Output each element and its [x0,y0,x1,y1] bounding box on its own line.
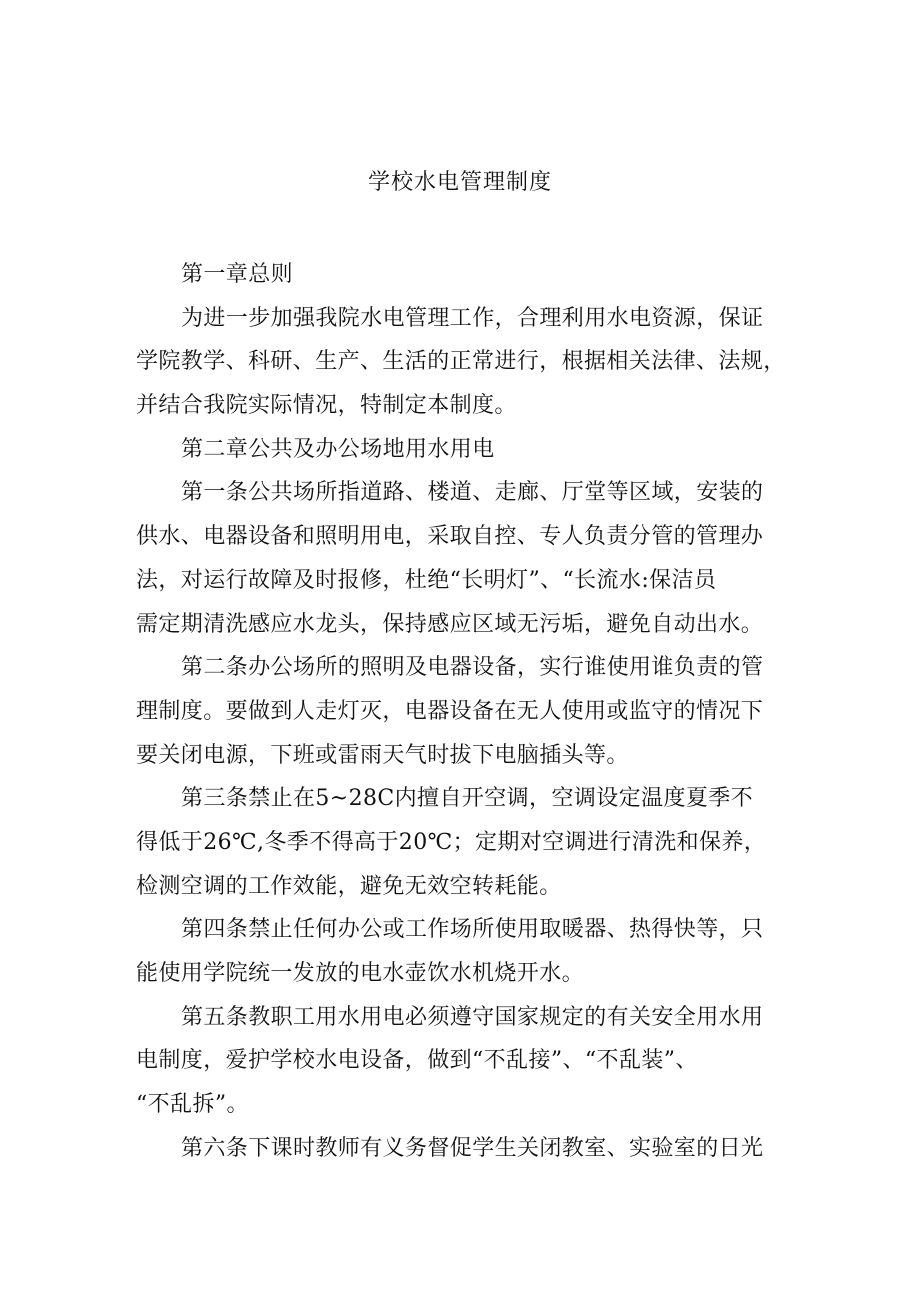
body-line: 第一条公共场所指道路、楼道、走廊、厅堂等区域，安装的 [181,480,764,506]
body-line: 第二章公共及办公场地用水用电 [181,436,495,462]
body-line: 为进一步加强我院水电管理工作，合理利用水电资源，保证 [181,305,764,331]
document-title: 学校水电管理制度 [367,170,552,195]
body-line: 供水、电器设备和照明用电，采取自控、专人负责分管的管理办 [136,524,764,550]
body-line: 理制度。要做到人走灯灭，电器设备在无人使用或监守的情况下 [136,698,764,724]
body-line: 第一章总则 [181,262,294,287]
body-line: 并结合我院实际情况，特制定本制度。 [136,393,517,419]
body-line: 得低于26℃,冬季不得高于20℃；定期对空调进行清洗和保养， [136,829,767,855]
body-line: 需定期清洗感应水龙头，保持感应区域无污垢，避免自动出水。 [136,611,764,637]
body-line: 法，对运行故障及时报修，杜绝“长明灯”、“长流水:保洁员 [136,567,717,593]
body-line: 第五条教职工用水用电必须遵守国家规定的有关安全用水用 [181,1004,764,1030]
document-body [136,253,806,1170]
body-line: 电制度，爱护学校水电设备，做到“不乱接”、“不乱装”、 [136,1048,698,1074]
body-line: “不乱拆”。 [136,1092,249,1118]
body-line: 第四条禁止任何办公或工作场所使用取暖器、热得快等，只 [181,917,764,943]
body-line: 要关闭电源，下班或雷雨天气时拔下电脑插头等。 [136,742,629,768]
body-line: 学院教学、科研、生产、生活的正常进行，根据相关法律、法规， [136,349,786,375]
body-line: 能使用学院统一发放的电水壶饮水机烧开水。 [136,961,585,986]
body-line: 第六条下课时教师有义务督促学生关闭教室、实验室的日光 [181,1135,764,1161]
body-line: 检测空调的工作效能，避免无效空转耗能。 [136,873,562,899]
body-line: 第三条禁止在5~28C内擅自开空调，空调设定温度夏季不 [181,786,754,812]
body-line: 第二条办公场所的照明及电器设备，实行谁使用谁负责的管 [181,655,764,681]
